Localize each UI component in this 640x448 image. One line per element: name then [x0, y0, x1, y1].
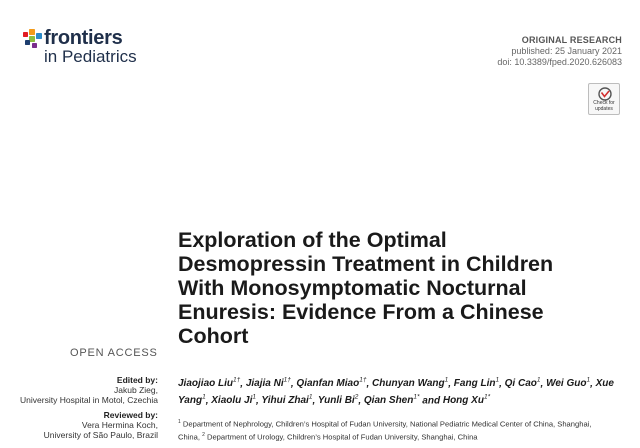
- check-for-updates-icon: [598, 87, 612, 101]
- author-affiliation-marker: 1: [308, 393, 313, 401]
- author-name-text: Xiaolu Ji: [211, 395, 253, 407]
- title-line: With Monosymptomatic Nocturnal: [178, 276, 527, 300]
- affiliation-1-cont: China,: [178, 432, 203, 442]
- title-line: Cohort: [178, 324, 249, 348]
- author-list: Jiaojiao Liu$^{1\dagger}$, Jiajia $Ni^{1\dagger}$, Qianfan Miao$^{1\dagger}$, Chunyan Wang$^1$, Fang Lin$^1$, Qi Cao$^1$, Wei Guo$^1$, Xue Yang$^1$, Xiaolu Ji$^1$, Yihui Zhai$^1$, Yunli Bi$^2$, Qian Shen$^{1*}$ and Hong $Xu^{1*}$: [178, 377, 614, 407]
- author-name[interactable]: [364, 395, 420, 406]
- journal-name: frontiers: [44, 27, 123, 49]
- editor-name[interactable]: Jakub Zieg,: [114, 385, 158, 395]
- author-name[interactable]: [318, 395, 358, 406]
- author-affiliation-marker: 1: [536, 377, 541, 384]
- title-line: Desmopressin Treatment in Children: [178, 252, 554, 276]
- published-date: published: 25 January 2021: [511, 46, 622, 56]
- author-name-text: Wei Guo: [546, 378, 587, 390]
- author-affiliation-marker: 1: [586, 377, 591, 384]
- author-affiliation-marker: 1: [495, 377, 500, 384]
- author-affiliation-marker: 1: [202, 393, 206, 401]
- journal-logo[interactable]: [22, 26, 162, 70]
- author-affiliation-marker: 1: [252, 393, 257, 401]
- author-affiliation-marker: 1*: [413, 393, 420, 401]
- author-name-text: Qi Cao: [504, 378, 537, 390]
- author-name[interactable]: [372, 378, 448, 389]
- author-affiliation-marker: 1†: [359, 377, 367, 384]
- author-name[interactable]: [296, 378, 366, 389]
- author-name[interactable]: [178, 378, 240, 389]
- author-name[interactable]: [443, 395, 490, 406]
- author-name-text: Hong Xu: [442, 395, 484, 407]
- author-affiliation-marker: 1: [444, 377, 449, 384]
- author-name[interactable]: [546, 378, 590, 389]
- open-access-label: OPEN ACCESS: [70, 347, 158, 359]
- author-name[interactable]: [454, 378, 499, 389]
- article-meta: [402, 35, 622, 68]
- affiliations: [178, 417, 633, 442]
- author-name[interactable]: [211, 395, 256, 406]
- badge-line2: updates: [595, 105, 613, 112]
- doi-link[interactable]: doi: 10.3389/fped.2020.626083: [497, 57, 622, 67]
- badge-line1: Check for: [593, 100, 615, 106]
- journal-subtitle: in Pediatrics: [44, 47, 137, 66]
- author-name-text: Fang Lin: [453, 378, 496, 390]
- article-type: ORIGINAL RESEARCH: [521, 35, 622, 45]
- author-affiliation-marker: 1†: [233, 377, 241, 384]
- author-name-text: Qianfan Miao: [296, 378, 360, 390]
- author-name[interactable]: [261, 395, 312, 406]
- author-name-text: Jiajia Ni: [245, 378, 284, 390]
- reviewed-by-label: Reviewed by:: [103, 410, 158, 420]
- author-name-text: Yihui Zhai: [261, 395, 309, 407]
- author-name-text: Chunyan Wang: [372, 378, 445, 390]
- title-line: Exploration of the Optimal: [178, 228, 447, 252]
- editor-affiliation: University Hospital in Motol, Czechia: [20, 395, 158, 405]
- title-line: Enuresis: Evidence From a Chinese: [178, 300, 544, 324]
- author-name[interactable]: [246, 378, 291, 389]
- author-name-text: Yunli Bi: [317, 395, 355, 407]
- reviewer-name[interactable]: Vera Hermina Koch,: [81, 420, 158, 430]
- author-name-text: Jiaojiao Liu: [178, 378, 234, 390]
- author-affiliation-marker: 2: [354, 393, 359, 401]
- edited-by-label: Edited by:: [116, 375, 158, 385]
- author-affiliation-marker: 1*: [483, 393, 491, 401]
- author-name-text: Qian Shen: [363, 395, 414, 407]
- author-name-text: Xue Yang: [178, 378, 614, 407]
- editorial-sidebar: [20, 375, 158, 440]
- affiliation-number: 2: [202, 431, 205, 438]
- check-for-updates-label: [589, 101, 619, 112]
- author-affiliation-marker: 1†: [283, 377, 291, 384]
- author-name[interactable]: [505, 378, 541, 389]
- article-title: [178, 228, 628, 348]
- frontiers-logo-icon: [22, 28, 44, 50]
- reviewer-affiliation: University of São Paulo, Brazil: [43, 430, 158, 440]
- check-for-updates-button[interactable]: [588, 83, 620, 115]
- affiliation-2: Department of Urology, Children’s Hospital of Fudan University, Shanghai, China: [204, 432, 478, 442]
- affiliation-number: 1: [178, 419, 181, 425]
- affiliation-1: Department of Nephrology, Children’s Hospital of Fudan University, National Pediatric Medical Center of China, Shanghai,: [180, 419, 592, 429]
